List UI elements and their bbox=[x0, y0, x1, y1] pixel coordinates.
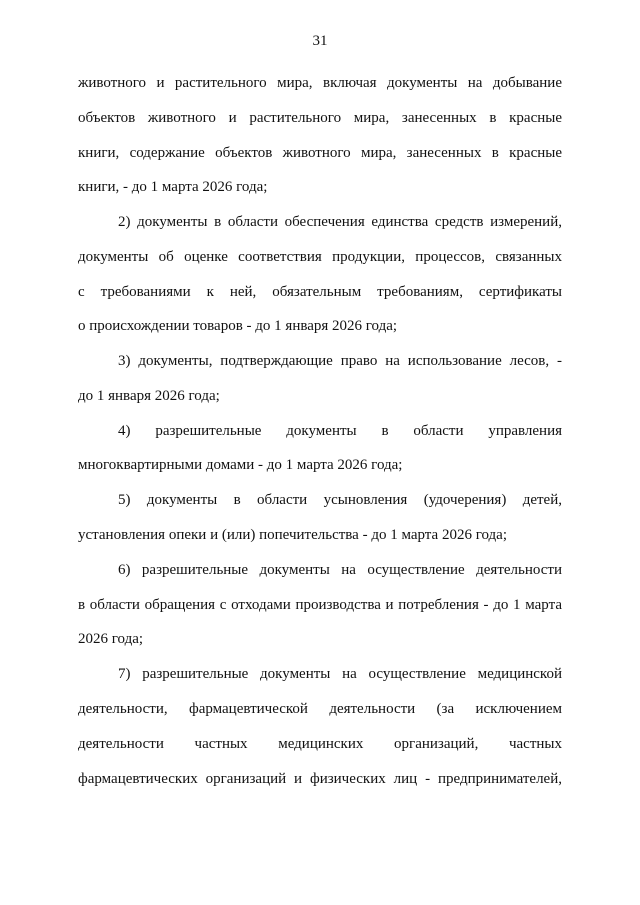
text-line: деятельности, фармацевтической деятельности (за исключением bbox=[78, 701, 562, 717]
text-line: многоквартирными домами - до 1 марта 2026 года; bbox=[78, 457, 403, 473]
text-line: с требованиями к ней, обязательным требованиям, сертификаты bbox=[78, 284, 562, 300]
text-line: книги, содержание объектов животного мира, занесенных в красные bbox=[78, 145, 562, 161]
paragraph-start-line: 3) документы, подтверждающие право на использование лесов, - bbox=[118, 353, 562, 369]
paragraph-start-line: 5) документы в области усыновления (удочерения) детей, bbox=[118, 492, 562, 508]
text-line: в области обращения с отходами производства и потребления - до 1 марта bbox=[78, 597, 562, 613]
text-line: о происхождении товаров - до 1 января 2026 года; bbox=[78, 318, 398, 334]
text-line: объектов животного и растительного мира, занесенных в красные bbox=[78, 110, 562, 126]
text-line: установления опеки и (или) попечительства - до 1 марта 2026 года; bbox=[78, 527, 508, 543]
text-line: фармацевтических организаций и физических лиц - предпринимателей, bbox=[78, 771, 562, 787]
text-line: документы об оценке соответствия продукции, процессов, связанных bbox=[78, 249, 562, 265]
page-number: 31 bbox=[312, 33, 328, 49]
text-line: книги, - до 1 марта 2026 года; bbox=[78, 179, 268, 195]
text-line: до 1 января 2026 года; bbox=[78, 388, 220, 404]
paragraph-start-line: 2) документы в области обеспечения единства средств измерений, bbox=[118, 214, 562, 230]
paragraph-start-line: 7) разрешительные документы на осуществление медицинской bbox=[118, 666, 562, 682]
text-line: 2026 года; bbox=[78, 631, 144, 647]
paragraph-start-line: 6) разрешительные документы на осуществление деятельности bbox=[118, 562, 562, 578]
text-line: деятельности частных медицинских организаций, частных bbox=[78, 736, 562, 752]
paragraph-start-line: 4) разрешительные документы в области управления bbox=[118, 423, 562, 439]
text-line: животного и растительного мира, включая документы на добывание bbox=[78, 75, 562, 91]
